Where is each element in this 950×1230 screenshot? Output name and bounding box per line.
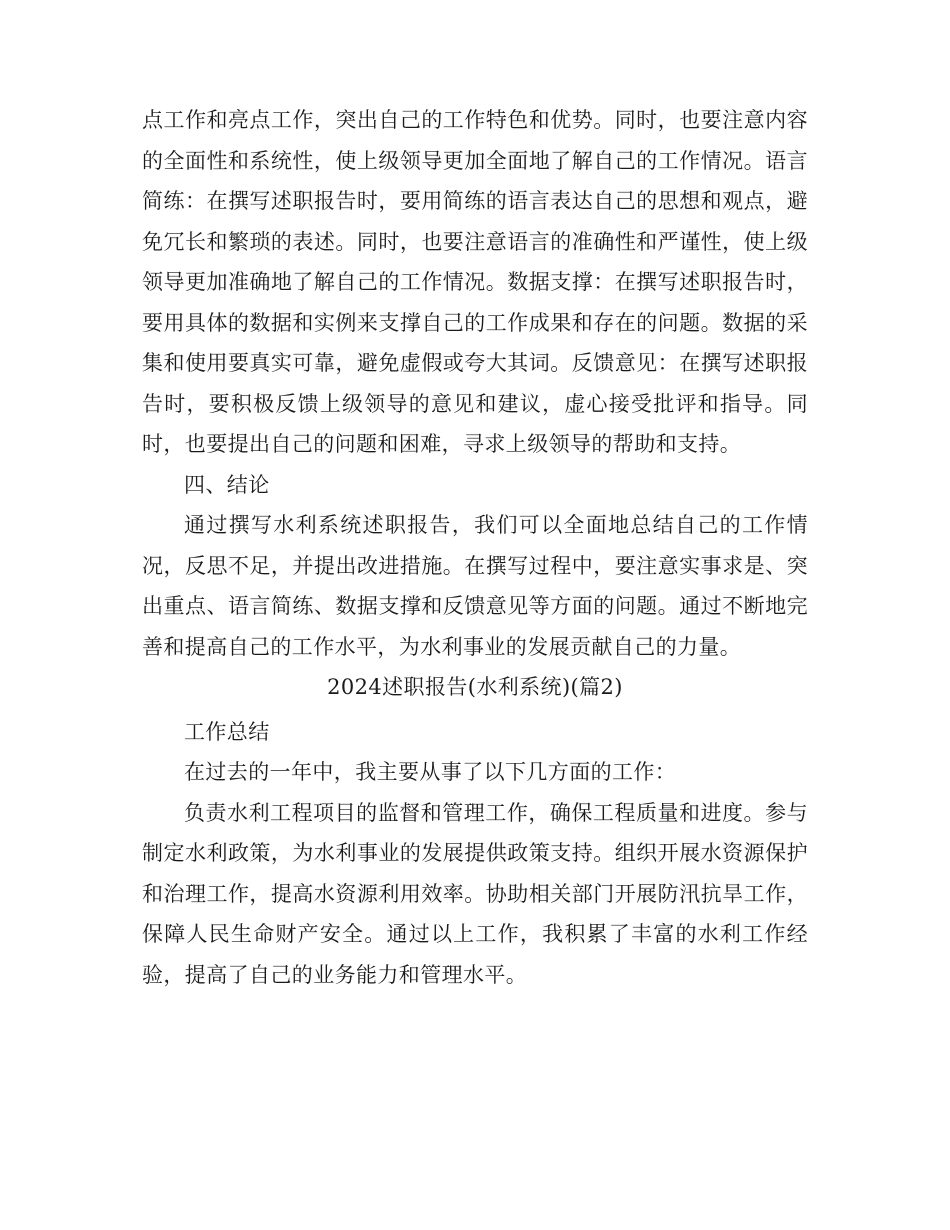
document-title-part2: 2024述职报告(水利系统)(篇2) bbox=[327, 675, 623, 699]
paragraph-work-details: 负责水利工程项目的监督和管理工作，确保工程质量和进度。参与制定水利政策，为水利事业的发展提供政策支持。组织开展水资源保护和治理工作，提高水资源利用效率。协助相关部门开展防汛抗旱工作，保障人民生命财产安全。通过以上工作，我积累了丰富的水利工作经验，提高了自己的业务能力和管理水平。 bbox=[142, 800, 808, 987]
paragraph-conclusion: 通过撰写水利系统述职报告，我们可以全面地总结自己的工作情况，反思不足，并提出改进措施。在撰写过程中，要注意实事求是、突出重点、语言简练、数据支撑和反馈意见等方面的问题。通过不断地完善和提高自己的工作水平，为水利事业的发展贡献自己的力量。 bbox=[142, 513, 808, 659]
paragraph-intro: 在过去的一年中，我主要从事了以下几方面的工作： bbox=[184, 760, 677, 784]
work-summary-heading: 工作总结 bbox=[184, 719, 270, 744]
document-body bbox=[142, 100, 808, 995]
paragraph-continuation: 点工作和亮点工作，突出自己的工作特色和优势。同时，也要注意内容的全面性和系统性，使上级领导更加全面地了解自己的工作情况。语言简练：在撰写述职报告时，要用简练的语言表达自己的思想和观点，避免冗长和繁琐的表述。同时，也要注意语言的准确性和严谨性，使上级领导更加准确地了解自己的工作情况。数据支撑：在撰写述职报告时，要用具体的数据和实例来支撑自己的工作成果和存在的问题。数据的采集和使用要真实可靠，避免虚假或夸大其词。反馈意见：在撰写述职报告时，要积极反馈上级领导的意见和建议，虚心接受批评和指导。同时，也要提出自己的问题和困难，寻求上级领导的帮助和支持。 bbox=[142, 108, 808, 456]
section-heading-conclusion: 四、结论 bbox=[184, 472, 270, 497]
